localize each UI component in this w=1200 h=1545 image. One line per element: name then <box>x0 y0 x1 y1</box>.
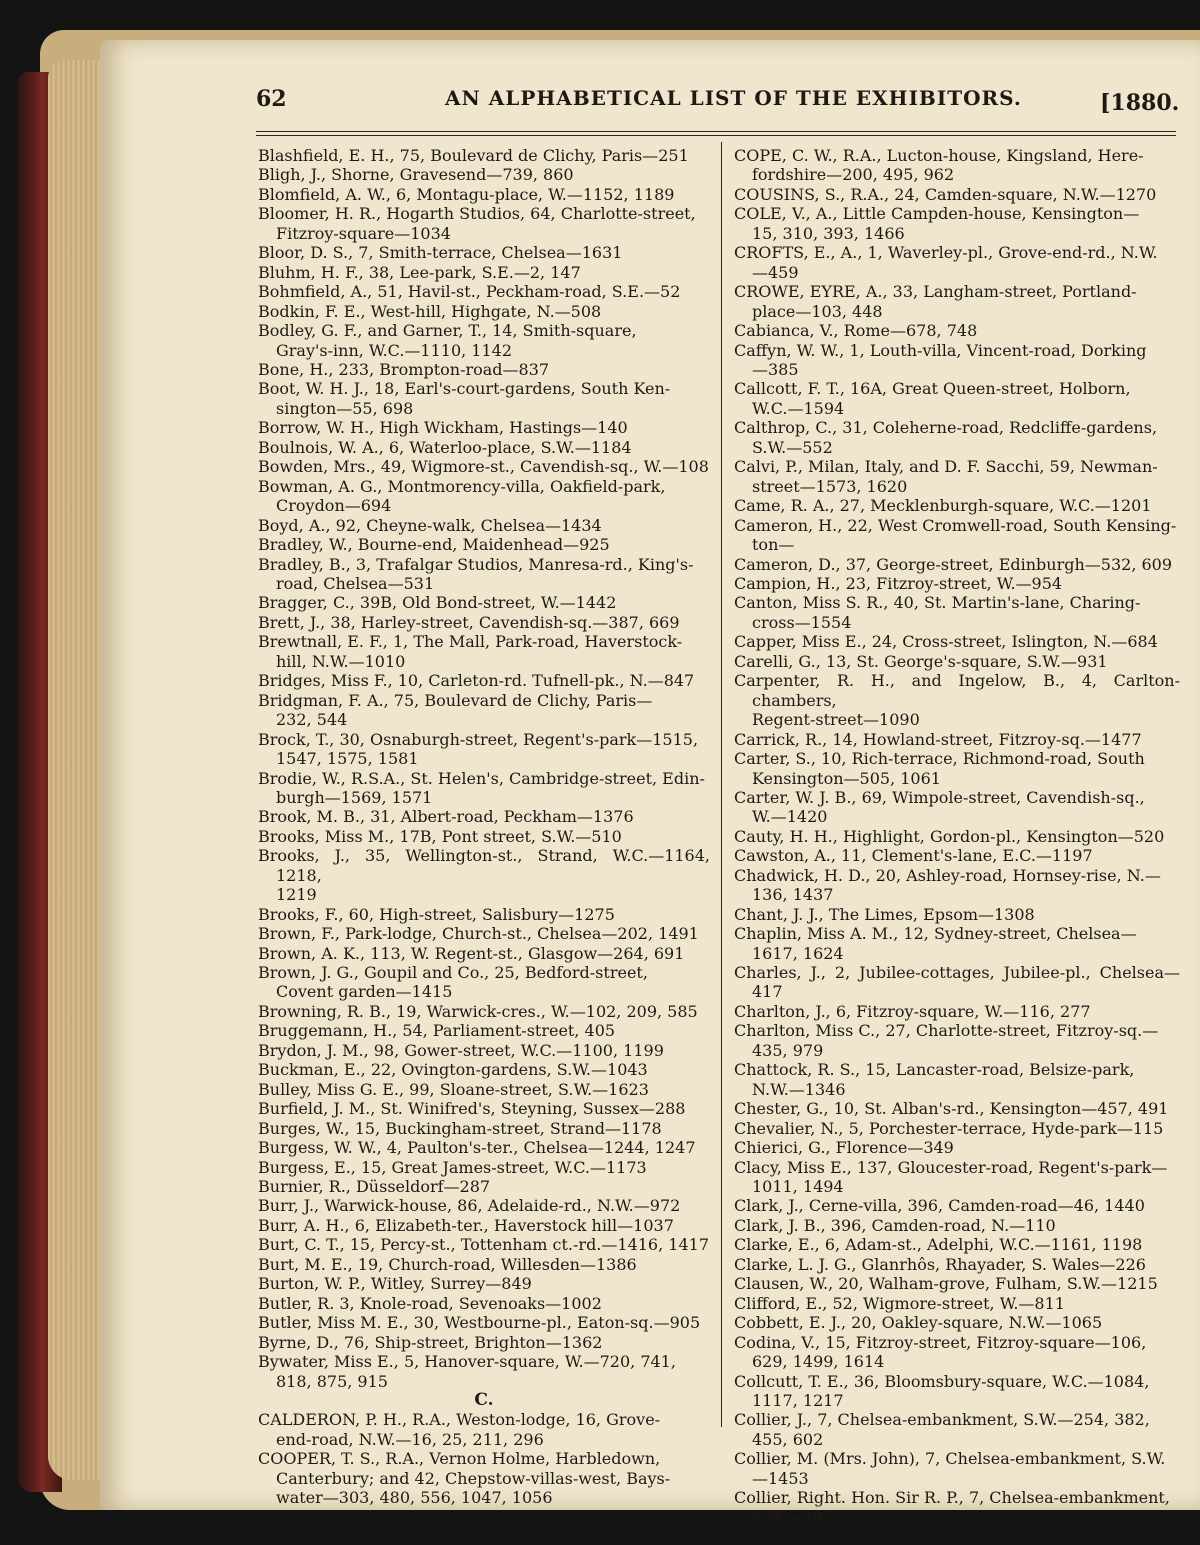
exhibitor-entry <box>258 1294 710 1313</box>
exhibitor-entry <box>734 1235 1180 1254</box>
exhibitor-entry <box>258 632 710 671</box>
entry-line: Bulley, Miss G. E., 99, Sloane-street, S.W.—1623 <box>258 1079 649 1099</box>
entry-line: Covent garden—1415 <box>276 982 453 1002</box>
exhibitor-entry <box>734 282 1180 321</box>
exhibitor-entry <box>258 282 710 301</box>
entry-line: Brodie, W., R.S.A., St. Helen's, Cambridge-street, Edin- <box>258 768 705 788</box>
exhibitor-entry <box>734 749 1180 788</box>
exhibitor-entry <box>258 730 710 769</box>
entry-line: N.W.—1346 <box>752 1079 846 1099</box>
exhibitor-entry <box>258 302 710 321</box>
entry-line: Boulnois, W. A., 6, Waterloo-place, S.W.—1184 <box>258 437 632 457</box>
entry-line: Capper, Miss E., 24, Cross-street, Islington, N.—684 <box>734 632 1158 652</box>
exhibitor-entry <box>734 1002 1180 1021</box>
entry-line: Clark, J. B., 396, Camden-road, N.—110 <box>734 1215 1056 1235</box>
entry-line: Chadwick, H. D., 20, Ashley-road, Hornsey-rise, N.— <box>734 865 1161 885</box>
entry-line: Collier, M. (Mrs. John), 7, Chelsea-embankment, S.W. <box>734 1449 1166 1469</box>
entry-line: Clarke, E., 6, Adam-st., Adelphi, W.C.—1161, 1198 <box>734 1235 1143 1255</box>
entry-line: Bowman, A. G., Montmorency-villa, Oakfield-park, <box>258 476 666 496</box>
entry-line: Brooks, Miss M., 17B, Pont street, S.W.—510 <box>258 826 622 846</box>
exhibitor-entry <box>258 555 710 594</box>
exhibitor-entry <box>258 807 710 826</box>
entry-line: Clausen, W., 20, Walham-grove, Fulham, S.W.—1215 <box>734 1274 1158 1294</box>
entry-line: 455, 602 <box>752 1429 824 1449</box>
entry-line: Carrick, R., 14, Howland-street, Fitzroy-sq.—1477 <box>734 729 1142 749</box>
exhibitor-entry <box>734 1216 1180 1235</box>
exhibitor-entry <box>734 1313 1180 1332</box>
exhibitor-entry <box>258 671 710 690</box>
entry-line: Clarke, L. J. G., Glanrhôs, Rhayader, S. Wales—226 <box>734 1254 1146 1274</box>
entry-line: Chaplin, Miss A. M., 12, Sydney-street, Chelsea— <box>734 924 1137 944</box>
entry-line: Cameron, H., 22, West Cromwell-road, South Kensing- <box>734 515 1177 535</box>
entry-line: Chant, J. J., The Limes, Epsom—1308 <box>734 904 1035 924</box>
exhibitor-entry <box>734 652 1180 671</box>
entry-line: Burfield, J. M., St. Winifred's, Steyning, Sussex—288 <box>258 1099 686 1119</box>
entry-line: 435, 979 <box>752 1040 824 1060</box>
entry-line: Bradley, B., 3, Trafalgar Studios, Manresa-rd., King's- <box>258 554 694 574</box>
exhibitor-entry <box>734 146 1180 185</box>
entry-line: Clacy, Miss E., 137, Gloucester-road, Regent's-park— <box>734 1157 1168 1177</box>
exhibitor-entry <box>258 769 710 808</box>
entry-line: 15, 310, 393, 1466 <box>752 223 905 243</box>
entry-line: sington—55, 698 <box>276 398 414 418</box>
entry-line: Codina, V., 15, Fitzroy-street, Fitzroy-square—106, <box>734 1332 1147 1352</box>
exhibitor-entry <box>258 516 710 535</box>
column-divider <box>721 142 722 1427</box>
entry-line: Charlton, J., 6, Fitzroy-square, W.—116, 277 <box>734 1001 1091 1021</box>
exhibitor-entry <box>734 379 1180 418</box>
entry-line: Cobbett, E. J., 20, Oakley-square, N.W.—1065 <box>734 1313 1103 1333</box>
entry-line: Bodley, G. F., and Garner, T., 14, Smith-square, <box>258 321 637 341</box>
exhibitor-entry <box>734 846 1180 865</box>
entry-line: Came, R. A., 27, Mecklenburgh-square, W.C.—1201 <box>734 496 1152 516</box>
exhibitor-entry <box>258 146 710 165</box>
exhibitor-entry <box>258 944 710 963</box>
exhibitor-entry <box>258 457 710 476</box>
exhibitor-entry <box>258 477 710 516</box>
entry-line: place—103, 448 <box>752 301 883 321</box>
header-rule-top <box>256 131 1176 132</box>
exhibitor-entry <box>734 1410 1180 1449</box>
entry-line: end-road, N.W.—16, 25, 211, 296 <box>276 1429 544 1449</box>
entry-line: Campion, H., 23, Fitzroy-street, W.—954 <box>734 573 1063 593</box>
exhibitor-entry <box>258 243 710 262</box>
entry-line: Bowden, Mrs., 49, Wigmore-st., Cavendish-sq., W.—108 <box>258 457 709 477</box>
exhibitor-entry <box>258 691 710 730</box>
exhibitor-entry <box>734 924 1180 963</box>
entry-line: water—303, 480, 556, 1047, 1056 <box>276 1488 553 1508</box>
entry-line: Burr, J., Warwick-house, 86, Adelaide-rd., N.W.—972 <box>258 1196 681 1216</box>
exhibitor-entry <box>734 516 1180 555</box>
entry-line: Bradley, W., Bourne-end, Maidenhead—925 <box>258 535 610 555</box>
exhibitor-entry <box>258 1041 710 1060</box>
exhibitor-entry <box>734 593 1180 632</box>
exhibitor-entry <box>734 496 1180 515</box>
entry-line: Collier, J., 7, Chelsea-embankment, S.W.—254, 382, <box>734 1410 1150 1430</box>
exhibitor-entry <box>734 185 1180 204</box>
entry-line: 1547, 1575, 1581 <box>276 749 419 769</box>
exhibitor-entry <box>734 1158 1180 1197</box>
page-header <box>0 86 1200 126</box>
entry-line: road, Chelsea—531 <box>276 573 435 593</box>
exhibitor-entry <box>734 1119 1180 1138</box>
exhibitor-entry <box>258 1255 710 1274</box>
entry-line: 232, 544 <box>276 710 348 730</box>
entry-line: Croydon—694 <box>276 496 392 516</box>
exhibitor-entry <box>734 1021 1180 1060</box>
entry-line: Bloor, D. S., 7, Smith-terrace, Chelsea—1631 <box>258 243 623 263</box>
entry-line: Browning, R. B., 19, Warwick-cres., W.—102, 209, 585 <box>258 1001 698 1021</box>
entry-line: Brooks, J., 35, Wellington-st., Strand, W.C.—1164, 1218, <box>258 846 710 885</box>
entry-line: hill, N.W.—1010 <box>276 651 406 671</box>
entry-line: Brett, J., 38, Harley-street, Cavendish-sq.—387, 669 <box>258 612 680 632</box>
exhibitor-entry <box>258 593 710 612</box>
exhibitor-entry <box>258 1196 710 1215</box>
exhibitor-entry <box>258 360 710 379</box>
entry-line: Brooks, F., 60, High-street, Salisbury—1275 <box>258 904 615 924</box>
entry-line: S.W.—397 <box>752 1507 833 1527</box>
entry-line: Bridges, Miss F., 10, Carleton-rd. Tufnell-pk., N.—847 <box>258 671 695 691</box>
exhibitor-entry <box>258 204 710 243</box>
entry-line: Cabianca, V., Rome—678, 748 <box>734 321 978 341</box>
entry-line: Buckman, E., 22, Ovington-gardens, S.W.—1043 <box>258 1060 648 1080</box>
entry-line: Cawston, A., 11, Clement's-lane, E.C.—1197 <box>734 846 1093 866</box>
entry-line: Brewtnall, E. F., 1, The Mall, Park-road, Haverstock- <box>258 632 683 652</box>
exhibitor-entry <box>734 1372 1180 1411</box>
exhibitor-entry <box>258 321 710 360</box>
page-number: 62 <box>256 86 287 112</box>
exhibitor-entry <box>734 730 1180 749</box>
entry-line: Callcott, F. T., 16A, Great Queen-street, Holborn, <box>734 379 1131 399</box>
entry-line: Blomfield, A. W., 6, Montagu-place, W.—1152, 1189 <box>258 184 675 204</box>
right-column <box>734 146 1180 1527</box>
entry-line: Blashfield, E. H., 75, Boulevard de Clichy, Paris—251 <box>258 146 689 165</box>
exhibitor-entry <box>734 1255 1180 1274</box>
entry-line: Bywater, Miss E., 5, Hanover-square, W.—720, 741, <box>258 1352 676 1372</box>
entry-line: CALDERON, P. H., R.A., Weston-lodge, 16, Grove- <box>258 1410 661 1430</box>
entry-line: Cameron, D., 37, George-street, Edinburgh—532, 609 <box>734 554 1173 574</box>
entry-line: —385 <box>752 359 799 379</box>
entry-line: Brook, M. B., 31, Albert-road, Peckham—1376 <box>258 807 634 827</box>
exhibitor-entry <box>734 321 1180 340</box>
exhibitor-entry <box>258 185 710 204</box>
entry-line: —1453 <box>752 1468 809 1488</box>
exhibitor-entry <box>258 1313 710 1332</box>
exhibitor-entry <box>734 1488 1180 1527</box>
entry-line: Gray's-inn, W.C.—1110, 1142 <box>276 340 513 360</box>
entry-line: Carelli, G., 13, St. George's-square, S.W.—931 <box>734 651 1108 671</box>
exhibitor-entry <box>734 788 1180 827</box>
entry-line: Burnier, R., Düsseldorf—287 <box>258 1177 491 1197</box>
left-column <box>258 146 710 1508</box>
entry-line: Carpenter, R. H., and Ingelow, B., 4, Carlton-chambers, <box>734 671 1180 710</box>
exhibitor-entry <box>734 1099 1180 1118</box>
entry-line: COOPER, T. S., R.A., Vernon Holme, Harbledown, <box>258 1449 661 1469</box>
exhibitor-entry <box>258 1410 710 1449</box>
entry-line: Charlton, Miss C., 27, Charlotte-street, Fitzroy-sq.— <box>734 1021 1159 1041</box>
exhibitor-entry <box>258 1274 710 1293</box>
entry-line: 1117, 1217 <box>752 1391 844 1410</box>
exhibitor-entry <box>258 1060 710 1079</box>
exhibitor-entry <box>258 963 710 1002</box>
entry-line: Boyd, A., 92, Cheyne-walk, Chelsea—1434 <box>258 515 602 535</box>
entry-line: CROWE, EYRE, A., 33, Langham-street, Portland- <box>734 282 1137 302</box>
exhibitor-entry <box>258 535 710 554</box>
entry-line: Boot, W. H. J., 18, Earl's-court-gardens, South Ken- <box>258 379 671 399</box>
exhibitor-entry <box>734 1274 1180 1293</box>
entry-line: 136, 1437 <box>752 885 834 905</box>
header-rule-bottom <box>256 135 1176 136</box>
exhibitor-entry <box>258 1177 710 1196</box>
year-label: [1880. <box>1100 90 1180 116</box>
entry-line: Brydon, J. M., 98, Gower-street, W.C.—1100, 1199 <box>258 1040 664 1060</box>
entry-line: Burr, A. H., 6, Elizabeth-ter., Haverstock hill—1037 <box>258 1215 674 1235</box>
exhibitor-entry <box>734 418 1180 457</box>
entry-line: Fitzroy-square—1034 <box>276 223 451 243</box>
entry-line: cross—1554 <box>752 612 852 632</box>
entry-line: Burt, C. T., 15, Percy-st., Tottenham ct.-rd.—1416, 1417 <box>258 1235 709 1255</box>
exhibitor-entry <box>734 866 1180 905</box>
entry-line: ton— <box>752 535 795 555</box>
exhibitor-entry <box>258 379 710 418</box>
exhibitor-entry <box>258 613 710 632</box>
entry-line: Brown, A. K., 113, W. Regent-st., Glasgow—264, 691 <box>258 943 685 963</box>
entry-line: Carter, W. J. B., 69, Wimpole-street, Cavendish-sq., <box>734 787 1145 807</box>
exhibitor-entry <box>734 1196 1180 1215</box>
entry-line: Calvi, P., Milan, Italy, and D. F. Sacchi, 59, Newman- <box>734 457 1158 477</box>
entry-line: Bodkin, F. E., West-hill, Highgate, N.—508 <box>258 301 602 321</box>
entry-line: COPE, C. W., R.A., Lucton-house, Kingsland, Here- <box>734 146 1144 165</box>
exhibitor-entry <box>258 263 710 282</box>
entry-line: Burton, W. P., Witley, Surrey—849 <box>258 1274 532 1294</box>
entry-line: 1219 <box>276 885 317 905</box>
exhibitor-entry <box>258 1333 710 1352</box>
entry-line: CROFTS, E., A., 1, Waverley-pl., Grove-end-rd., N.W. <box>734 243 1158 263</box>
exhibitor-entry <box>734 243 1180 282</box>
entry-line: Clark, J., Cerne-villa, 396, Camden-road—46, 1440 <box>734 1196 1145 1216</box>
entry-line: Regent-street—1090 <box>752 710 920 730</box>
entry-line: Butler, Miss M. E., 30, Westbourne-pl., Eaton-sq.—905 <box>258 1313 701 1333</box>
exhibitor-entry <box>734 1138 1180 1157</box>
entry-line: Chierici, G., Florence—349 <box>734 1138 954 1158</box>
entry-line: Calthrop, C., 31, Coleherne-road, Redcliffe-gardens, <box>734 418 1158 438</box>
entry-line: Canton, Miss S. R., 40, St. Martin's-lane, Charing- <box>734 593 1141 613</box>
entry-line: Carter, S., 10, Rich-terrace, Richmond-road, South <box>734 749 1145 769</box>
entry-line: Bridgman, F. A., 75, Boulevard de Clichy, Paris— <box>258 690 653 710</box>
entry-line: fordshire—200, 495, 962 <box>752 165 955 185</box>
exhibitor-entry <box>258 1352 710 1391</box>
entry-line: W.C.—1594 <box>752 398 845 418</box>
exhibitor-entry <box>734 204 1180 243</box>
entry-line: street—1573, 1620 <box>752 476 908 496</box>
running-title: AN ALPHABETICAL LIST OF THE EXHIBITORS. <box>445 86 1022 110</box>
exhibitor-entry <box>734 457 1180 496</box>
entry-line: Byrne, D., 76, Ship-street, Brighton—1362 <box>258 1332 603 1352</box>
section-letter: C. <box>474 1390 494 1410</box>
exhibitor-entry <box>734 671 1180 729</box>
exhibitor-entry <box>734 905 1180 924</box>
exhibitor-entry <box>258 1080 710 1099</box>
exhibitor-entry <box>258 1449 710 1507</box>
exhibitor-entry <box>734 1449 1180 1488</box>
exhibitor-entry <box>258 1119 710 1138</box>
exhibitor-entry <box>734 963 1180 1002</box>
entry-line: Bloomer, H. R., Hogarth Studios, 64, Charlotte-street, <box>258 204 696 224</box>
exhibitor-entry <box>258 1021 710 1040</box>
entry-line: Burt, M. E., 19, Church-road, Willesden—1386 <box>258 1254 637 1274</box>
exhibitor-entry <box>734 1060 1180 1099</box>
entry-line: Cauty, H. H., Highlight, Gordon-pl., Kensington—520 <box>734 826 1165 846</box>
entry-line: Burgess, W. W., 4, Paulton's-ter., Chelsea—1244, 1247 <box>258 1138 696 1158</box>
entry-line: Brown, F., Park-lodge, Church-st., Chelsea—202, 1491 <box>258 924 699 944</box>
exhibitor-entry <box>258 846 710 904</box>
exhibitor-entry <box>258 1138 710 1157</box>
entry-line: Brown, J. G., Goupil and Co., 25, Bedford-street, <box>258 963 648 983</box>
entry-line: S.W.—552 <box>752 437 833 457</box>
entry-line: Bone, H., 233, Brompton-road—837 <box>258 359 550 379</box>
entry-line: Canterbury; and 42, Chepstow-villas-west, Bays- <box>276 1468 671 1488</box>
entry-line: Bragger, C., 39B, Old Bond-street, W.—1442 <box>258 593 617 613</box>
exhibitor-entry <box>734 555 1180 574</box>
entry-line: Borrow, W. H., High Wickham, Hastings—140 <box>258 418 628 438</box>
exhibitor-entry <box>258 1002 710 1021</box>
entry-line: 1617, 1624 <box>752 943 844 963</box>
entry-line: Collcutt, T. E., 36, Bloomsbury-square, W.C.—1084, <box>734 1371 1150 1391</box>
exhibitor-entry <box>258 438 710 457</box>
exhibitor-entry <box>734 574 1180 593</box>
entry-line: COUSINS, S., R.A., 24, Camden-square, N.W.—1270 <box>734 184 1157 204</box>
entry-line: Brock, T., 30, Osnaburgh-street, Regent's-park—1515, <box>258 729 699 749</box>
exhibitor-entry <box>734 1294 1180 1313</box>
entry-line: Charles, J., 2, Jubilee-cottages, Jubilee-pl., Chelsea—417 <box>734 963 1180 1002</box>
exhibitor-entry <box>734 827 1180 846</box>
entry-line: COLE, V., A., Little Campden-house, Kensington— <box>734 204 1140 224</box>
entry-line: burgh—1569, 1571 <box>276 787 433 807</box>
exhibitor-entry <box>258 418 710 437</box>
entry-line: Chevalier, N., 5, Porchester-terrace, Hyde-park—115 <box>734 1118 1164 1138</box>
entry-line: Burges, W., 15, Buckingham-street, Strand—1178 <box>258 1118 662 1138</box>
exhibitor-entry <box>734 632 1180 651</box>
exhibitor-entry <box>258 1235 710 1254</box>
exhibitor-entry <box>734 1333 1180 1372</box>
entry-line: —459 <box>752 262 799 282</box>
entry-line: 818, 875, 915 <box>276 1371 388 1391</box>
exhibitor-entry <box>258 165 710 184</box>
exhibitor-entry <box>258 905 710 924</box>
entry-line: Bruggemann, H., 54, Parliament-street, 405 <box>258 1021 616 1041</box>
entry-line: Bluhm, H. F., 38, Lee-park, S.E.—2, 147 <box>258 262 581 282</box>
exhibitor-entry <box>258 1158 710 1177</box>
exhibitor-entry <box>258 827 710 846</box>
entry-line: W.—1420 <box>752 807 828 827</box>
entry-line: 629, 1499, 1614 <box>752 1352 885 1372</box>
entry-line: 1011, 1494 <box>752 1177 844 1197</box>
entry-line: Chattock, R. S., 15, Lancaster-road, Belsize-park, <box>734 1060 1135 1080</box>
exhibitor-entry <box>258 1099 710 1118</box>
entry-line: Bligh, J., Shorne, Gravesend—739, 860 <box>258 165 574 185</box>
entry-line: Clifford, E., 52, Wigmore-street, W.—811 <box>734 1293 1065 1313</box>
entry-line: Kensington—505, 1061 <box>752 768 941 788</box>
exhibitor-entry <box>258 924 710 943</box>
entry-line: Burgess, E., 15, Great James-street, W.C.—1173 <box>258 1157 647 1177</box>
entry-line: Caffyn, W. W., 1, Louth-villa, Vincent-road, Dorking <box>734 340 1147 360</box>
entry-line: Butler, R. 3, Knole-road, Sevenoaks—1002 <box>258 1293 602 1313</box>
exhibitor-entry <box>258 1216 710 1235</box>
entry-line: Collier, Right. Hon. Sir R. P., 7, Chelsea-embankment, <box>734 1488 1170 1508</box>
exhibitor-entry <box>734 341 1180 380</box>
page-edges <box>48 60 108 1480</box>
entry-line: Chester, G., 10, St. Alban's-rd., Kensington—457, 491 <box>734 1099 1169 1119</box>
entry-line: Bohmfield, A., 51, Havil-st., Peckham-road, S.E.—52 <box>258 282 681 302</box>
